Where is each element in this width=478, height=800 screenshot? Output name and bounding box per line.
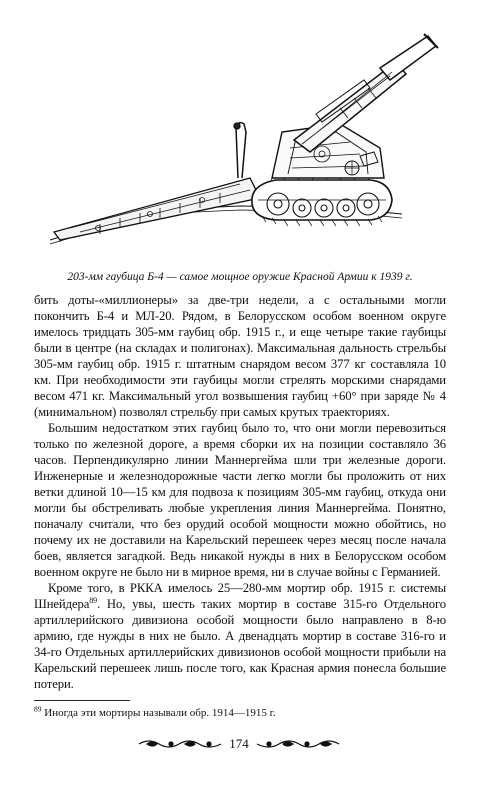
footnote: [34, 706, 446, 720]
paragraph: Большим недостатком этих гаубиц было то, что они могли перевозиться только по железной дороге, а время сборки их на позиции составляло 36 часов. Перпендикулярно линии Маннергейма шли три железные дороги. Инженерные и железнодорожные части легко могли бы проложить от них ветки длиной 10—15 км для подвоза к позициям 305-мм гаубиц, откуда они могли бы обстреливать любые укрепления линия Маннергейма. Понятно, поначалу считали, что без орудий особой мощности можно обойтись, но почему их не доставили на Карельский перешеек через месяц после начала боев, является загадкой. Ведь никакой нужды в них в Белорусском особом военном округе не было ни в мирное время, ни в случае войны с Германией.: [34, 421, 446, 579]
paragraph: [34, 580, 446, 692]
footnote-divider: [34, 700, 130, 701]
howitzer-icon: [40, 28, 440, 260]
paragraph: бить доты-«миллионеры» за две-три недели, а с остальными могли покончить Б-4 и МЛ-20. Рядом, в Белорусском особом военном округе имелось тридцать 305-мм гаубиц обр. 1915 г., и еще четыре такие гаубицы были в центре (на складах и полигонах). Максимальная дальность стрельбы 305-мм гаубиц обр. 1915 г. штатным снарядом весом 377 кг составляла 10 км. При необходимости эти гаубицы могли стрелять морскими снарядами весом 471 кг. Максимальный угол возвышения гаубиц +60° при заряде № 4 (минимальном) позволял стрельбу при самых крутых траекториях.: [34, 293, 446, 419]
ornament-left-icon: [137, 737, 223, 751]
page-footer: [0, 734, 478, 754]
paragraph-text: . Но, увы, шесть таких мортир в составе 315-го Отдельного артиллерийского дивизиона особой мощности было направлено в 8-ю армию, где нужды в них не было. А двенадцать мортир в составе 316-го и 34-го Отдельных артиллерийских дивизионов особой мощности прибыли на Карельский перешеек лишь после того, как Красная армия понесла большие потери.: [34, 597, 446, 691]
ornament-right-icon: [255, 737, 341, 751]
footnote-reference[interactable]: 89: [89, 595, 98, 605]
article-body: [34, 292, 446, 692]
figure-caption: 203-мм гаубица Б-4 — самое мощное оружие Красной Армии к 1939 г.: [67, 271, 413, 283]
paragraph-text: Кроме того, в РККА имелось 25—280-мм мортир обр. 1915 г. системы Шнейдера: [34, 581, 446, 611]
footnote-number: 89: [34, 704, 42, 714]
howitzer-illustration: [40, 28, 440, 260]
footnote-text: Иногда эти мортиры называли обр. 1914—1915 г.: [41, 707, 276, 719]
page-number: 174: [229, 736, 249, 751]
